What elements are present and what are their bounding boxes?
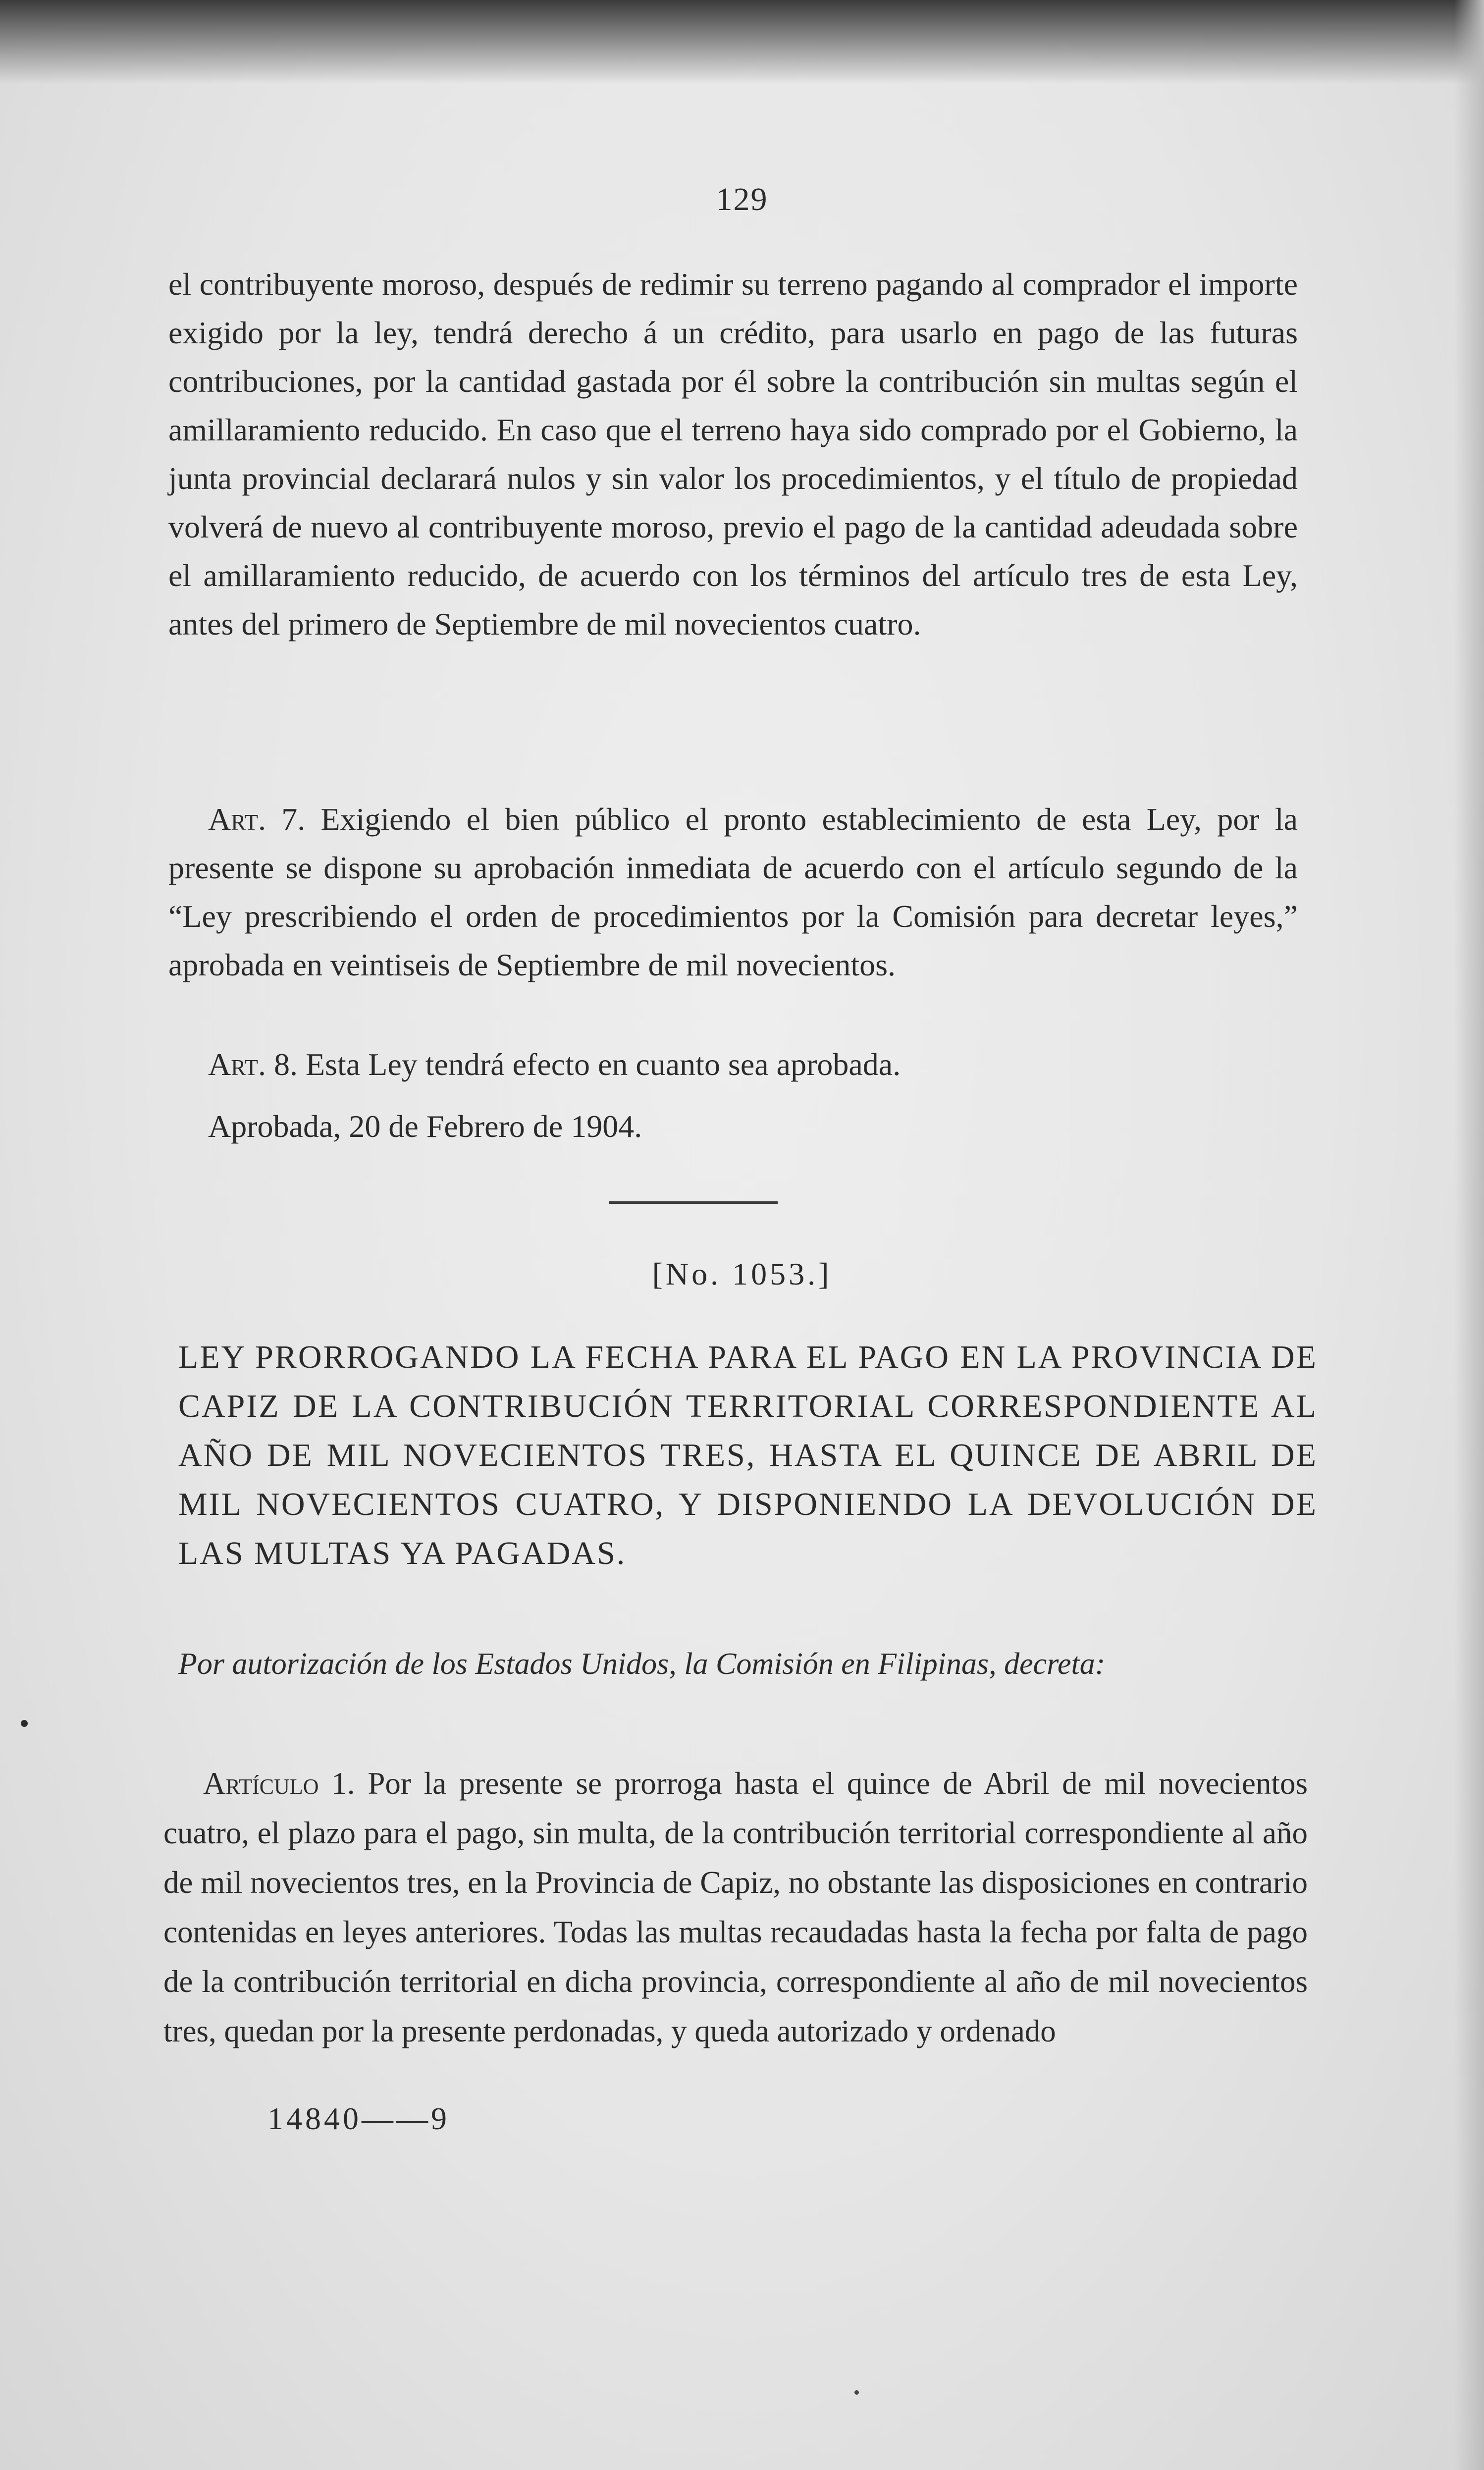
article-8-text: Esta Ley tendrá efecto en cuanto sea aprobada. xyxy=(306,1047,901,1082)
act-number: [No. 1053.] xyxy=(652,1256,832,1291)
section-1-label: Artículo 1. xyxy=(203,1766,355,1801)
section-1-text: Por la presente se prorroga hasta el quince de Abril de mil novecientos cuatro, el plazo para el pago, sin multa, de la contribución territorial correspondiente al año de mil novecientos tres, en la Provincia de Capiz, no obstante las disposiciones en contrario contenidas en leyes anteriores. Todas las multas recaudadas hasta la fecha por falta de pago de la contribución territorial en dicha provincia, correspondiente al año de mil novecientos tres, quedan por la presente perdonadas, y queda autorizado y ordenado xyxy=(163,1766,1308,2048)
approval-text: Aprobada, 20 de Febrero de 1904. xyxy=(208,1109,642,1144)
section-divider xyxy=(609,1201,778,1204)
scan-speck xyxy=(854,2390,859,2395)
page-number: 129 xyxy=(716,181,768,217)
continuation-paragraph xyxy=(168,260,1298,648)
section-1 xyxy=(163,1759,1308,2056)
act-title: LEY PRORROGANDO LA FECHA PARA EL PAGO EN LA PROVINCIA DE CAPIZ DE LA CONTRIBUCIÓN TERRITORIAL CORRESPONDIENTE AL AÑO DE MIL NOVECIENTOS TRES, HASTA EL QUINCE DE ABRIL DE MIL NOVECIENTOS CUATRO, Y DISPONIENDO LA DEVOLUCIÓN DE LAS MULTAS YA PAGADAS. xyxy=(178,1339,1318,1571)
article-7-text: Exigiendo el bien público el pronto establecimiento de esta Ley, por la presente se dispone su aprobación inmediata de acuerdo con el artículo segundo de la “Ley prescribiendo el orden de procedimientos por la Comisión para decretar leyes,” aprobada en veintiseis de Septiembre de mil novecientos. xyxy=(168,802,1298,982)
continuation-text: el contribuyente moroso, después de redimir su terreno pagando al comprador el importe exigido por la ley, tendrá derecho á un crédito, para usarlo en pago de las futuras contribuciones, por la cantidad gastada por él sobre la contribución sin multas según el amillaramiento reducido. En caso que el terreno haya sido comprado por el Gobierno, la junta provincial declarará nulos y sin valor los procedimientos, y el título de propiedad volverá de nuevo al contribuyente moroso, previo el pago de la cantidad adeudada sobre el amillaramiento reducido, de acuerdo con los términos del artículo tres de esta Ley, antes del primero de Septiembre de mil novecientos cuatro. xyxy=(168,267,1298,642)
enacting-clause: Por autorización de los Estados Unidos, la Comisión en Filipinas, decreta: xyxy=(178,1647,1106,1681)
article-8-label: Art. 8. xyxy=(208,1047,298,1082)
scan-shadow-top xyxy=(0,0,1484,84)
approval-line xyxy=(168,1102,1298,1151)
article-7-label: Art. 7. xyxy=(208,802,306,837)
act-title-block xyxy=(178,1333,1318,1578)
scan-shadow-right xyxy=(1454,0,1484,2470)
printer-signature: 14840——9 xyxy=(267,2101,450,2136)
article-8 xyxy=(168,1040,1298,1089)
enacting-clause-block xyxy=(178,1640,1318,1688)
margin-mark xyxy=(21,1720,28,1727)
article-7 xyxy=(168,795,1298,989)
